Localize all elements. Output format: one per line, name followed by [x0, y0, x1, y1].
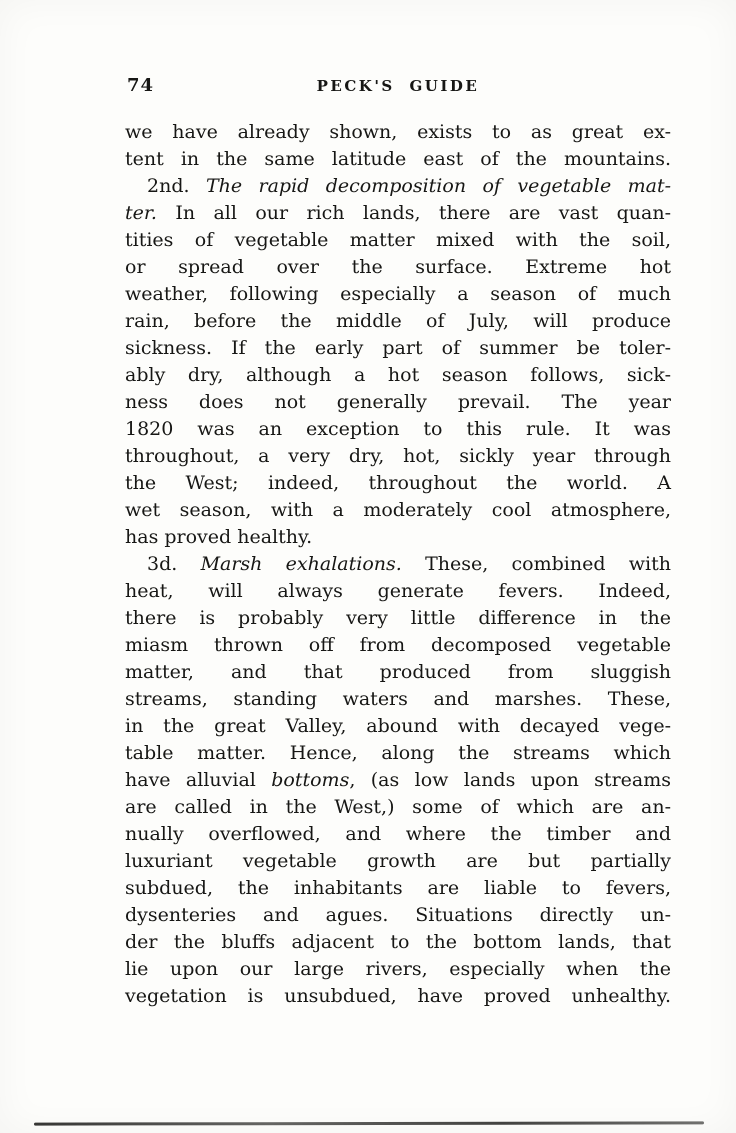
text-segment: 1820 was an exception to this rule. It was [125, 418, 671, 440]
text-line [125, 632, 671, 659]
text-line [125, 713, 671, 740]
text-segment: lie upon our large rivers, especially when the [125, 958, 671, 980]
italic-text-segment: ter. [125, 202, 157, 224]
text-segment: subdued, the inhabitants are liable to fevers, [125, 877, 671, 899]
text-line [125, 200, 671, 227]
text-line [125, 686, 671, 713]
text-line [125, 524, 671, 551]
italic-text-segment: Marsh exhalations. [200, 553, 402, 575]
text-segment: throughout, a very dry, hot, sickly year through [125, 445, 671, 467]
text-segment: or spread over the surface. Extreme hot [125, 256, 671, 278]
italic-text-segment: The rapid decomposition of vegetable mat- [205, 175, 672, 197]
text-segment: vegetation is unsubdued, have proved unhealthy. [125, 985, 671, 1007]
text-segment: 3d. [147, 553, 201, 575]
text-line [125, 416, 671, 443]
text-line [125, 308, 671, 335]
text-segment: we have already shown, exists to as great ex- [125, 121, 671, 143]
text-line [125, 389, 671, 416]
text-segment: dysenteries and agues. Situations directly un- [125, 904, 671, 926]
running-title: PECK'S GUIDE [316, 77, 480, 95]
text-line [125, 551, 671, 578]
text-line [125, 173, 671, 200]
text-line [125, 605, 671, 632]
italic-text-segment: bottoms [271, 769, 350, 791]
text-segment: In all our rich lands, there are vast quan- [156, 202, 671, 224]
text-segment: These, combined with [401, 553, 671, 575]
text-line [125, 578, 671, 605]
text-line [125, 929, 671, 956]
page-number: 74 [127, 75, 155, 96]
text-segment: tent in the same latitude east of the mountains. [125, 148, 671, 170]
text-line [125, 848, 671, 875]
text-segment: sickness. If the early part of summer be toler- [125, 337, 671, 359]
text-segment: table matter. Hence, along the streams which [125, 742, 671, 764]
text-line [125, 119, 671, 146]
text-segment: the West; indeed, throughout the world. A [125, 472, 671, 494]
text-segment: wet season, with a moderately cool atmosphere, [125, 499, 671, 521]
text-line [125, 146, 671, 173]
text-segment: are called in the West,) some of which are an- [125, 796, 671, 818]
page-body [125, 119, 671, 1010]
text-line [125, 254, 671, 281]
text-segment: there is probably very little difference in the [125, 607, 671, 629]
text-line [125, 983, 671, 1010]
text-line [125, 956, 671, 983]
text-line [125, 281, 671, 308]
text-segment: weather, following especially a season of much [125, 283, 671, 305]
text-segment: in the great Valley, abound with decayed vege- [125, 715, 671, 737]
text-segment: streams, standing waters and marshes. These, [125, 688, 671, 710]
text-segment: tities of vegetable matter mixed with the soil, [125, 229, 671, 251]
text-line [125, 767, 671, 794]
text-segment: ably dry, although a hot season follows, sick- [125, 364, 671, 386]
text-line [125, 740, 671, 767]
text-segment: miasm thrown off from decomposed vegetable [125, 634, 671, 656]
text-line [125, 794, 671, 821]
text-line [125, 470, 671, 497]
text-segment: rain, before the middle of July, will produce [125, 310, 671, 332]
text-segment: der the bluffs adjacent to the bottom lands, that [125, 931, 671, 953]
text-line [125, 443, 671, 470]
text-segment: nually overflowed, and where the timber and [125, 823, 671, 845]
text-line [125, 875, 671, 902]
text-segment: 2nd. [147, 175, 206, 197]
text-segment: , (as low lands upon streams [349, 769, 671, 791]
text-line [125, 335, 671, 362]
text-segment: matter, and that produced from sluggish [125, 661, 671, 683]
text-segment: have alluvial [125, 769, 272, 791]
text-line [125, 902, 671, 929]
scan-edge-artifact [34, 1121, 704, 1125]
text-segment: luxuriant vegetable growth are but partially [125, 850, 671, 872]
text-segment: has proved healthy. [125, 526, 313, 548]
text-line [125, 821, 671, 848]
text-line [125, 659, 671, 686]
text-line [125, 362, 671, 389]
text-segment: ness does not generally prevail. The year [125, 391, 671, 413]
running-head [125, 74, 671, 98]
text-line [125, 227, 671, 254]
text-line [125, 497, 671, 524]
text-segment: heat, will always generate fevers. Indeed, [125, 580, 671, 602]
